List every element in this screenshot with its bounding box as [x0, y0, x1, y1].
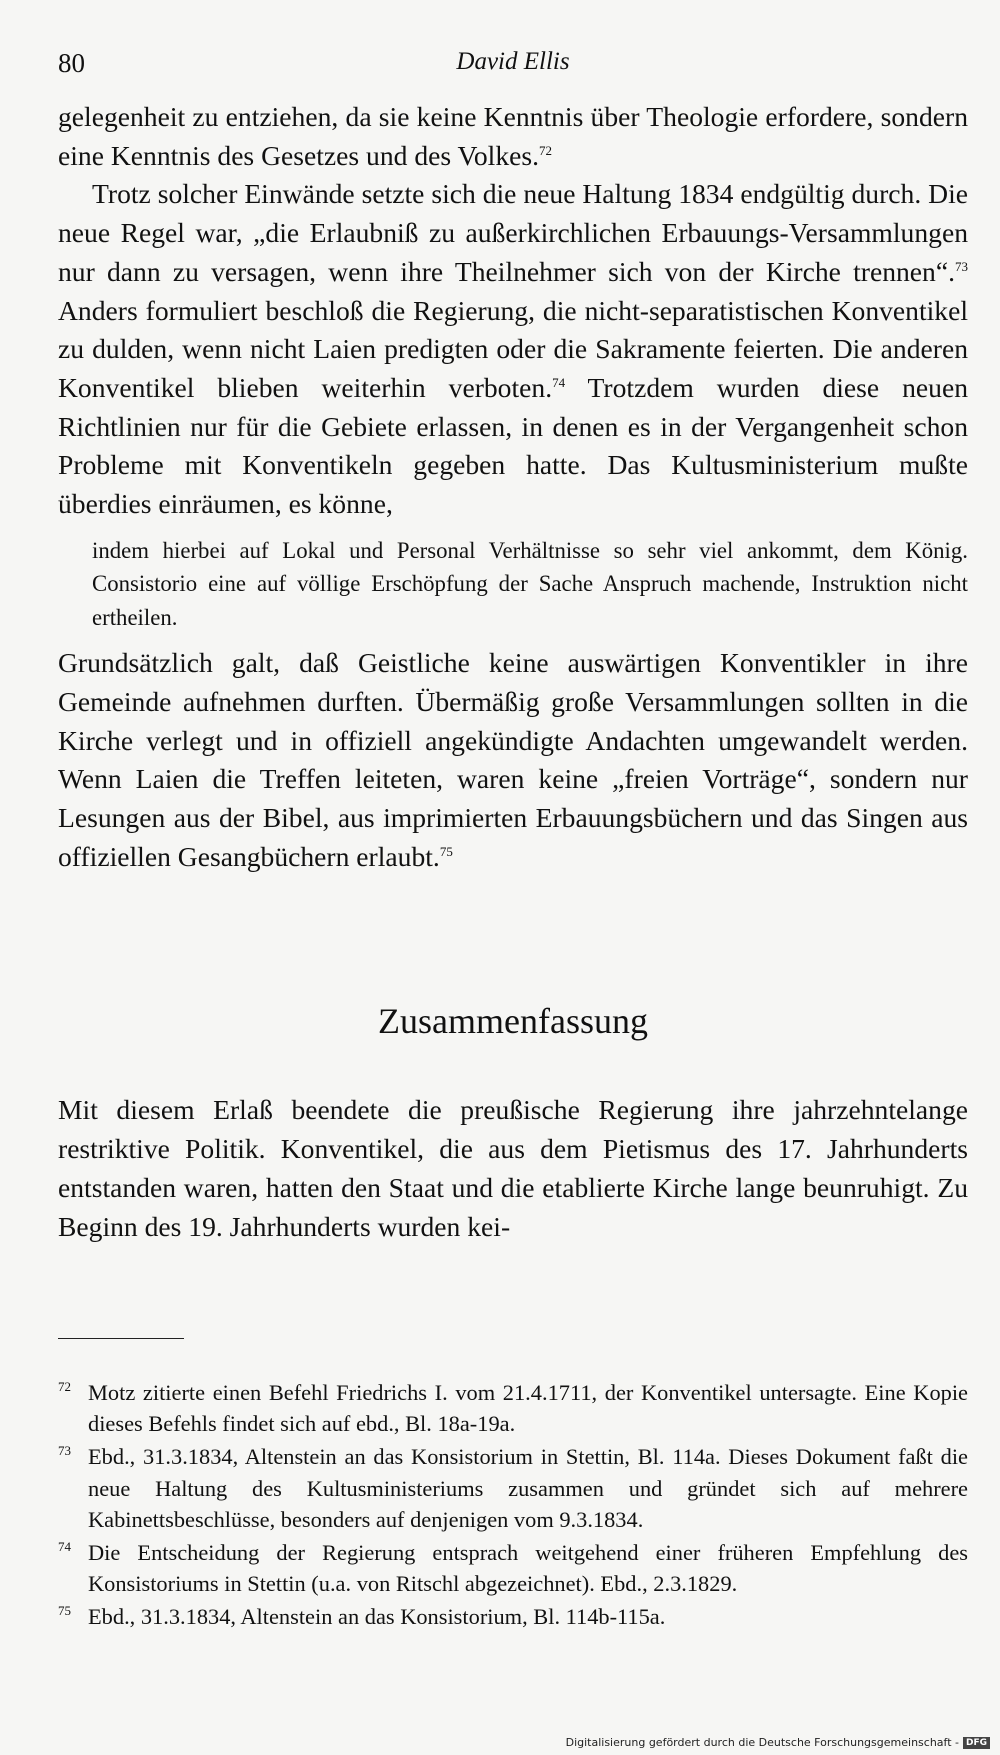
running-head: David Ellis — [456, 48, 570, 75]
footnotes — [58, 1377, 968, 1635]
footnote — [58, 1537, 968, 1599]
paragraph: Mit diesem Erlaß beendete die preußische Regierung ihre jahrzehntelange restriktive Politik. Konventikel, die aus dem Pietismus des 17. Jahrhunderts entstanden waren, hatten den Staat und die etablierte Kirche lange beunruhigt. Zu Beginn des 19. Jahrhunderts wurden kei- — [58, 1094, 968, 1242]
paragraph — [58, 98, 968, 175]
footnote-number: 73 — [58, 1443, 71, 1459]
footnote-ref: 73 — [955, 258, 968, 274]
footnote-text: Motz zitierte einen Befehl Friedrichs I. vom 21.4.1711, der Konventikel untersagte. Eine Kopie dieses Befehls findet sich auf ebd., Bl. 18a-19a. — [88, 1380, 968, 1437]
paragraph-text: Trotzdem wurden diese neuen Richtlinien nur für die Gebiete erlassen, in denen es in der Vergangenheit schon Probleme mit Konventikeln gegeben hatte. Das Kultusministerium mußte überdies einräumen, es könne, — [58, 371, 968, 520]
section-heading: Zusammenfassung — [378, 1001, 648, 1042]
footnote-number: 72 — [58, 1379, 71, 1394]
footnote-text: Ebd., 31.3.1834, Altenstein an das Konsistorium, Bl. 114b-115a. — [88, 1604, 666, 1630]
footnote-text: Ebd., 31.3.1834, Altenstein an das Konsistorium in Stettin, Bl. 114a. Dieses Dokument faßt die neue Haltung des Kultusministeriums zusammen und gründet sich auf mehrere Kabinettsbeschlüsse, besonders auf denjenigen vom 9.3.1834. — [88, 1444, 968, 1532]
credit-text: Digitalisierung gefördert durch die Deutsche Forschungsgemeinschaft - — [565, 1736, 959, 1749]
paragraph — [58, 175, 968, 523]
footnote-number: 74 — [58, 1539, 71, 1555]
footnote — [58, 1601, 968, 1632]
footnote-text: Die Entscheidung der Regierung entsprach weitgehend einer früheren Empfehlung des Konsistoriums in Stettin (u.a. von Ritschl abgezeichnet). Ebd., 2.3.1829. — [88, 1540, 968, 1597]
paragraph-text: Trotz solcher Einwände setzte sich die neue Haltung 1834 endgültig durch. Die neue Regel war, „die Erlaubniß zu außerkirchlichen Erbauungs-Versammlungen nur dann zu versagen, wenn ihre Theilnehmer sich von der Kirche trennen“. — [58, 178, 968, 287]
body-text — [58, 98, 968, 1246]
dfg-logo: DFG — [963, 1737, 990, 1749]
footnote-ref: 75 — [439, 843, 453, 859]
footnote-ref: 72 — [539, 142, 553, 158]
paragraph — [58, 644, 968, 876]
footnote-number: 75 — [58, 1603, 71, 1619]
block-quote: indem hierbei auf Lokal und Personal Verhältnisse so sehr viel ankommt, dem König. Consistorio eine auf völlige Erschöpfung der Sache Anspruch machende, Instruktion nicht ertheilen. — [92, 537, 968, 630]
footnote-rule — [58, 1338, 184, 1339]
footnote-ref: 74 — [552, 374, 566, 390]
footnote — [58, 1377, 968, 1439]
page-number: 80 — [58, 48, 85, 78]
paragraph-text: gelegenheit zu entziehen, da sie keine Kenntnis über Theologie erfordere, sondern eine Kenntnis des Gesetzes und des Volkes. — [58, 101, 968, 171]
paragraph-text: Grundsätzlich galt, daß Geistliche keine auswärtigen Konventikler in ihre Gemeinde aufnehmen durften. Übermäßig große Versammlungen sollten in die Kirche verlegt und in offiziell angekündigte Andachten umgewandelt werden. Wenn Laien die Treffen leiteten, waren keine „freien Vorträge“, sondern nur Lesungen aus der Bibel, aus imprimierten Erbauungsbüchern und das Singen aus offiziellen Gesangbüchern erlaubt. — [58, 647, 968, 872]
footnote — [58, 1441, 968, 1535]
page-header — [58, 48, 968, 88]
digitization-credit — [566, 1736, 990, 1749]
paragraph-text: Anders formuliert beschloß die Regierung, die nicht-separatistischen Konventikel zu dulden, wenn nicht Laien predigten oder die Sakramente feierten. Die anderen Konventikel blieben weiterhin verboten. — [58, 294, 968, 403]
